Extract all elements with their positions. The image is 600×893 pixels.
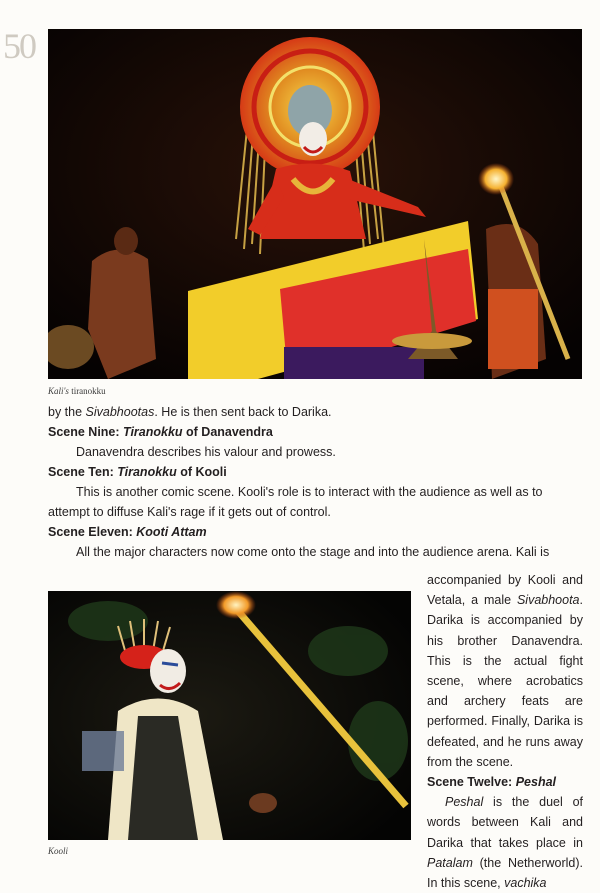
photo-kali-tiranokku	[48, 29, 582, 379]
scene9-em: Tiranokku	[123, 425, 183, 439]
caption-top-plain: tiranokku	[68, 386, 106, 396]
continuation-pre: by the	[48, 405, 86, 419]
scene12-em2: Patalam	[427, 855, 473, 870]
scene-twelve-heading	[427, 772, 583, 792]
photo-kooli	[48, 591, 411, 840]
scene10-prefix: Scene Ten:	[48, 465, 118, 479]
scene12-prefix: Scene Twelve:	[427, 775, 516, 790]
continuation-paragraph	[48, 402, 582, 422]
continuation-em: Sivabhootas	[85, 405, 155, 419]
scene9-suffix: of Danavendra	[182, 425, 273, 439]
scene11-side-em: Sivabhoota	[516, 593, 580, 608]
scene11-prefix: Scene Eleven:	[48, 525, 137, 539]
scene10-em: Tiranokku	[117, 465, 177, 479]
photo-caption-top	[48, 386, 106, 396]
caption-top-italic: Kali's	[48, 386, 69, 396]
scene12-em1: Peshal	[445, 795, 484, 810]
scene-ten-heading	[48, 462, 582, 482]
scene-eleven-heading	[48, 522, 582, 542]
scene-eleven-lead: All the major characters now come onto the stage and into the audience arena. Kali is	[76, 545, 550, 559]
side-column-text	[427, 570, 583, 893]
scene12-em: Peshal	[515, 775, 557, 790]
scene-ten-text: This is another comic scene. Kooli's role is to interact with the audience as well as to attempt to diffuse Kali's rage if it gets out of control.	[48, 485, 543, 519]
scene-nine-text: Danavendra describes his valour and prowess.	[76, 445, 336, 459]
scene10-suffix: of Kooli	[176, 465, 227, 479]
page-number: 50	[3, 26, 35, 66]
continuation-post: . He is then sent back to Darika.	[154, 405, 332, 419]
kali-performance-image	[48, 29, 582, 379]
scene11-em: Kooti Attam	[136, 525, 207, 539]
scene12-em3: vachika	[504, 876, 547, 891]
scene12-mid: is the duel of words between Kali and Darika that takes place in	[427, 795, 583, 850]
scene-nine-heading	[48, 422, 582, 442]
scene-twelve-text	[427, 792, 583, 893]
photo-caption-bottom: Kooli	[48, 846, 69, 856]
scene11-side-pre: accompanied by Kooli and Vetala, a male	[427, 573, 583, 608]
scene9-prefix: Scene Nine:	[48, 425, 124, 439]
scene11-side-post: . Darika is accompanied by his brother Danavendra. This is the actual fight scene, where acrobatics and archery feats are performed. Finally, Darika is defeated, and he runs away from the scene.	[427, 593, 583, 769]
body-text	[48, 402, 582, 562]
kooli-performance-image	[48, 591, 411, 840]
scene12-post: (the Netherworld). In this scene,	[427, 855, 583, 891]
scene-eleven-continued	[427, 570, 583, 772]
